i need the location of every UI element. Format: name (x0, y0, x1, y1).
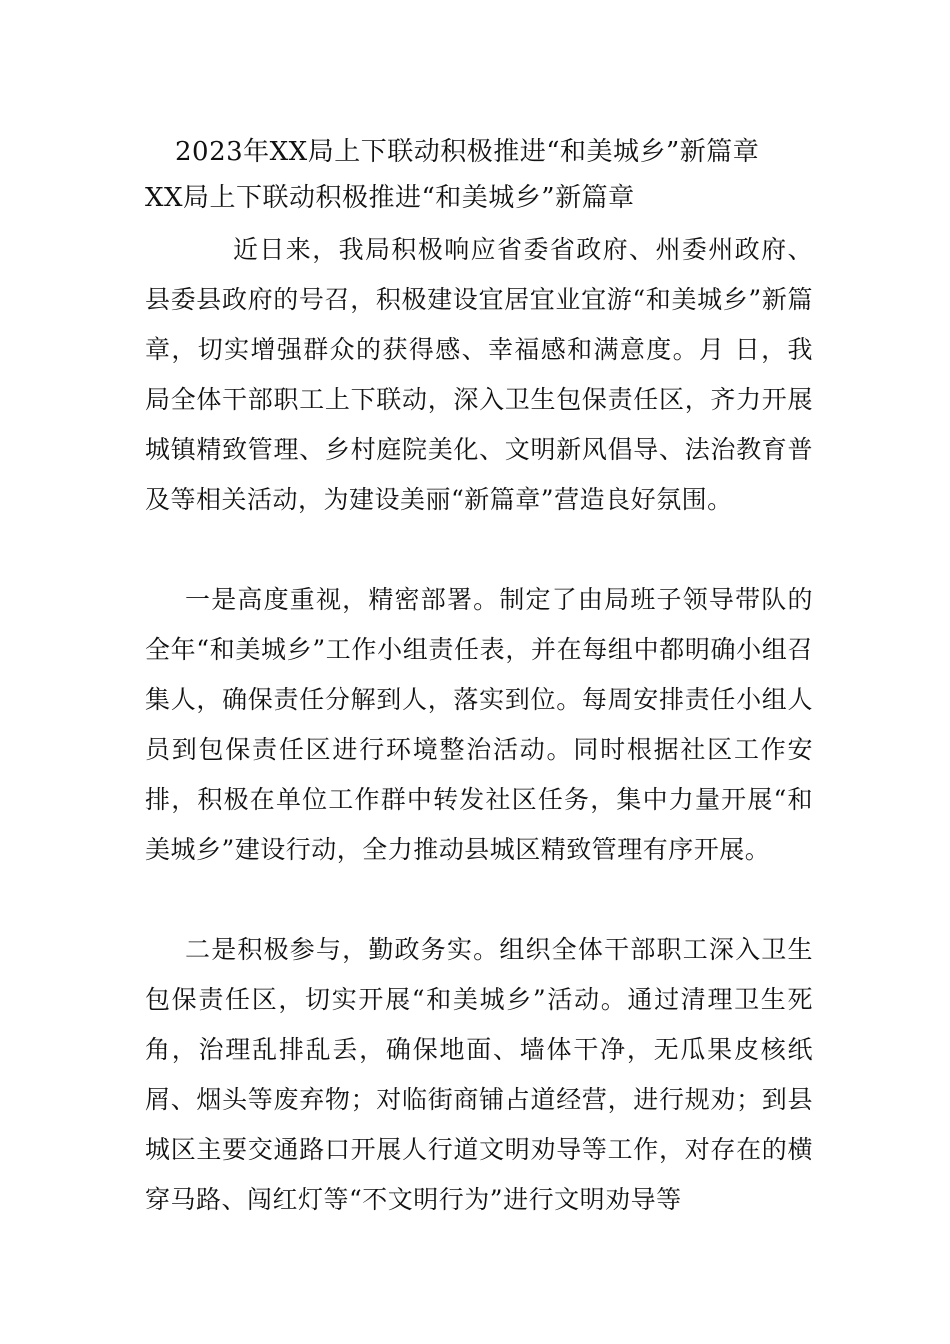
paragraph-point-one: 一是高度重视，精密部署。制定了由局班子领导带队的全年“和美城乡”工作小组责任表，并在每组中都明确小组召集人，确保责任分解到人，落实到位。每周安排责任小组人员到包保责任区进行环境整治活动。同时根据社区工作安排，积极在单位工作群中转发社区任务，集中力量开展“和美城乡”建设行动，全力推动县城区精致管理有序开展。 (145, 585, 813, 864)
document-subtitle: XX局上下联动积极推进“和美城乡”新篇章 (145, 183, 635, 213)
paragraph-intro: 近日来，我局积极响应省委省政府、州委州政府、县委县政府的号召，积极建设宜居宜业宜游“和美城乡”新篇章，切实增强群众的获得感、幸福感和满意度。月 日，我局全体干部职工上下联动，深入卫生包保责任区，齐力开展城镇精致管理、乡村庭院美化、文明新风倡导、法治教育普及等相关活动，为建设美丽“新篇章”营造良好氛围。 (145, 235, 813, 514)
paragraph-point-two: 二是积极参与，勤政务实。组织全体干部职工深入卫生包保责任区，切实开展“和美城乡”活动。通过清理卫生死角，治理乱排乱丢，确保地面、墙体干净，无瓜果皮核纸屑、烟头等废弃物；对临街商铺占道经营，进行规劝；到县城区主要交通路口开展人行道文明劝导等工作，对存在的横穿马路、闯红灯等“不文明行为”进行文明劝导等 (145, 935, 813, 1214)
document-title: 2023年XX局上下联动积极推进“和美城乡”新篇章 (175, 137, 760, 167)
